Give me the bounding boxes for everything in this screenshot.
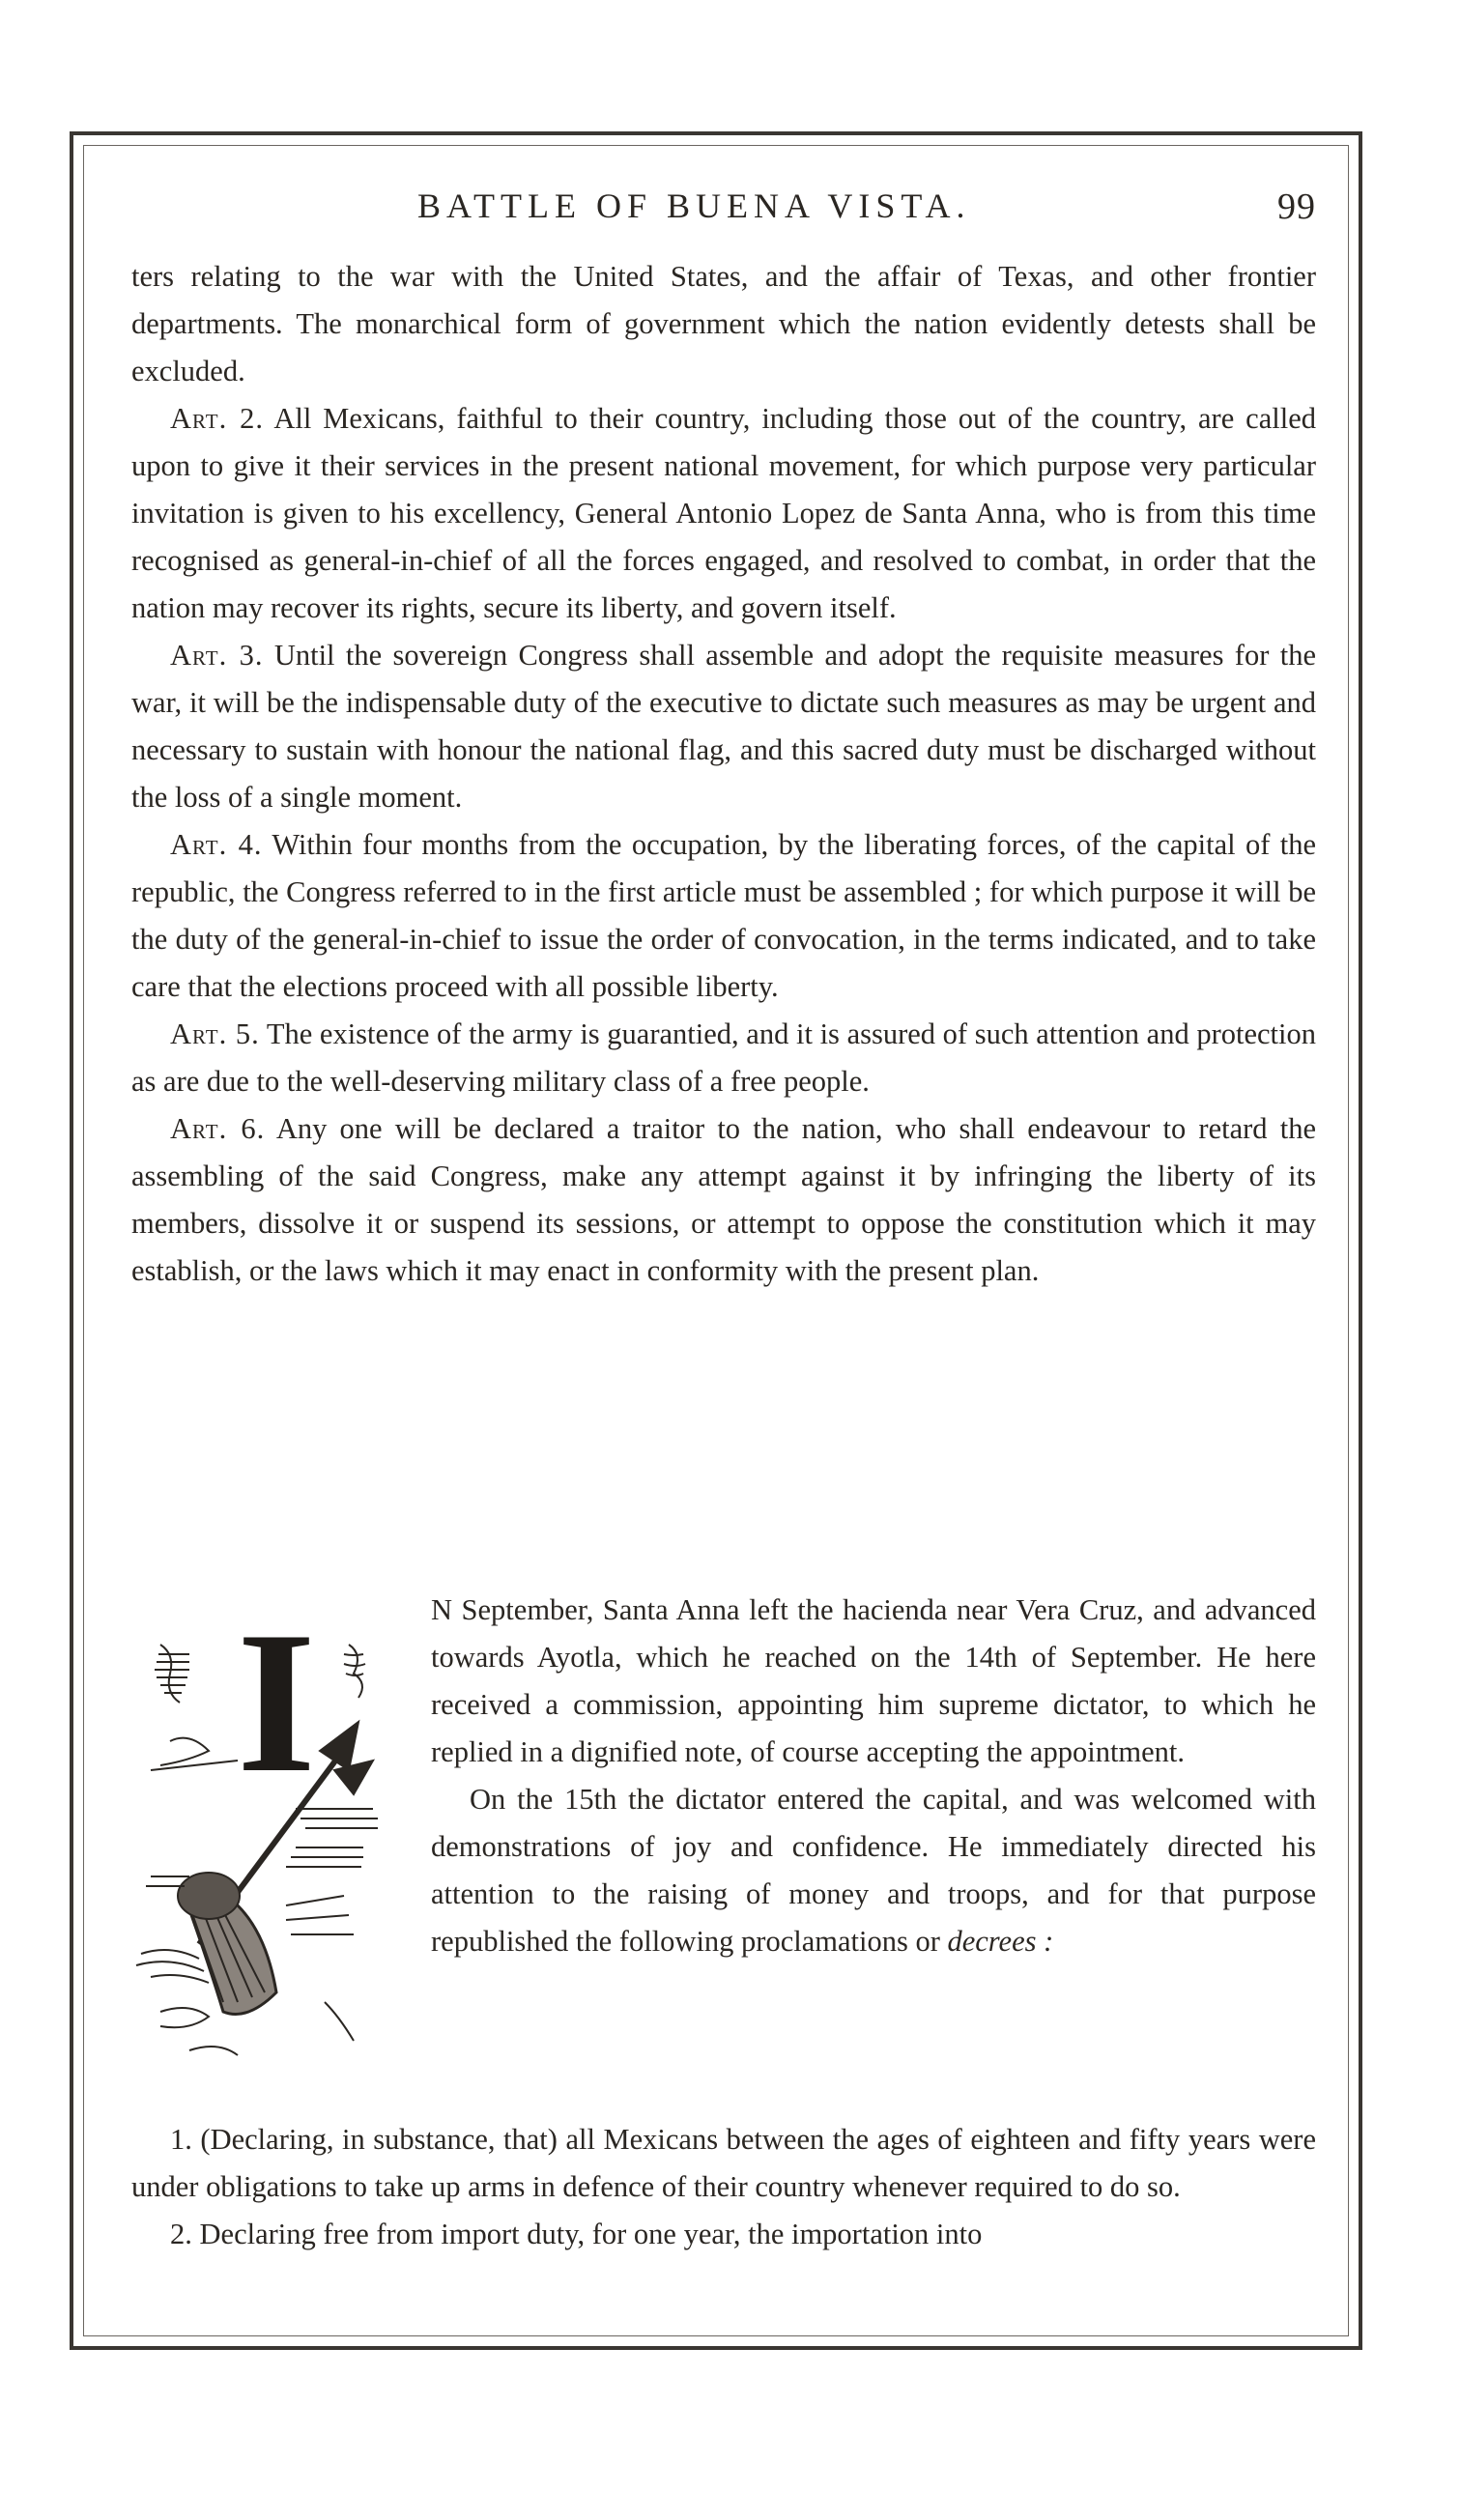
page-number: 99 — [1277, 186, 1316, 227]
article-2 — [131, 395, 1316, 632]
article-label: Art. 5. — [170, 1017, 260, 1050]
article-label: Art. 6. — [170, 1112, 266, 1145]
ornamental-initial-illustration — [131, 1587, 421, 2070]
article-label: Art. 3. — [170, 639, 264, 672]
opening-paragraph: ters relating to the war with the United States, and the affair of Texas, and other frontier departments. The monarchical form of government which the nation evidently detests shall be excluded. — [131, 260, 1316, 387]
running-head — [128, 178, 1316, 236]
narrative-paragraph-1: N September, Santa Anna left the hacienda near Vera Cruz, and advanced towards Ayotla, which he reached on the 14th of September. He here received a commission, appointing him supreme dictator, to which he replied in a dignified note, of course accepting the appointment. — [431, 1593, 1316, 1768]
article-3 — [131, 632, 1316, 821]
running-title: BATTLE OF BUENA VISTA. — [417, 186, 971, 225]
article-text: Within four months from the occupation, by the liberating forces, of the capital of the republic, the Congress referred to in the first article must be assembled ; for which purpose it will be the duty of the general-in-chief to issue the order of convocation, in the terms indicated, and to take care that the elections proceed with all possible liberty. — [131, 828, 1316, 1003]
article-4 — [131, 821, 1316, 1011]
article-label: Art. 2. — [170, 402, 265, 435]
decree-list — [131, 2116, 1316, 2258]
article-label: Art. 4. — [170, 828, 263, 861]
drop-cap-section — [131, 1587, 1316, 2128]
narrative-paragraph-2 — [431, 1776, 1316, 1965]
drop-cap-text — [431, 1587, 1316, 1965]
narrative-text: On the 15th the dictator entered the capital, and was welcomed with demonstrations of joy and confidence. He immediately directed his attention to the raising of money and troops, and for that purpose republished the following proclamations or — [431, 1783, 1316, 1958]
article-5 — [131, 1011, 1316, 1105]
article-text: The existence of the army is guarantied, and it is assured of such attention and protection as are due to the well-deserving military class of a free people. — [131, 1017, 1316, 1098]
drop-cap-letter: I — [237, 1590, 316, 1815]
article-6 — [131, 1105, 1316, 1295]
article-text-block — [131, 253, 1316, 1295]
italic-decrees: decrees : — [947, 1925, 1054, 1958]
decree-item-1: 1. (Declaring, in substance, that) all Mexicans between the ages of eighteen and fifty years were under obligations to take up arms in defence of their country whenever required to do so. — [131, 2123, 1316, 2203]
article-text: All Mexicans, faithful to their country, including those out of the country, are called upon to give it their services in the present national movement, for which purpose very particular invitation is given to his excellency, General Antonio Lopez de Santa Anna, who is from this time recognised as general-in-chief of all the forces engaged, and resolved to combat, in order that the nation may recover its rights, secure its liberty, and govern itself. — [131, 402, 1316, 624]
article-text: Until the sovereign Congress shall assemble and adopt the requisite measures for the war, it will be the indispensable duty of the executive to dictate such measures as may be urgent and necessary to sustain with honour the national flag, and this sacred duty must be discharged without the loss of a single moment. — [131, 639, 1316, 814]
article-text: Any one will be declared a traitor to the nation, who shall endeavour to retard the assembling of the said Congress, make any attempt against it by infringing the liberty of its members, dissolve it or suspend its sessions, or attempt to oppose the constitution which it may establish, or the laws which it may enact in conformity with the present plan. — [131, 1112, 1316, 1287]
decree-item-2: 2. Declaring free from import duty, for one year, the importation into — [170, 2218, 983, 2250]
